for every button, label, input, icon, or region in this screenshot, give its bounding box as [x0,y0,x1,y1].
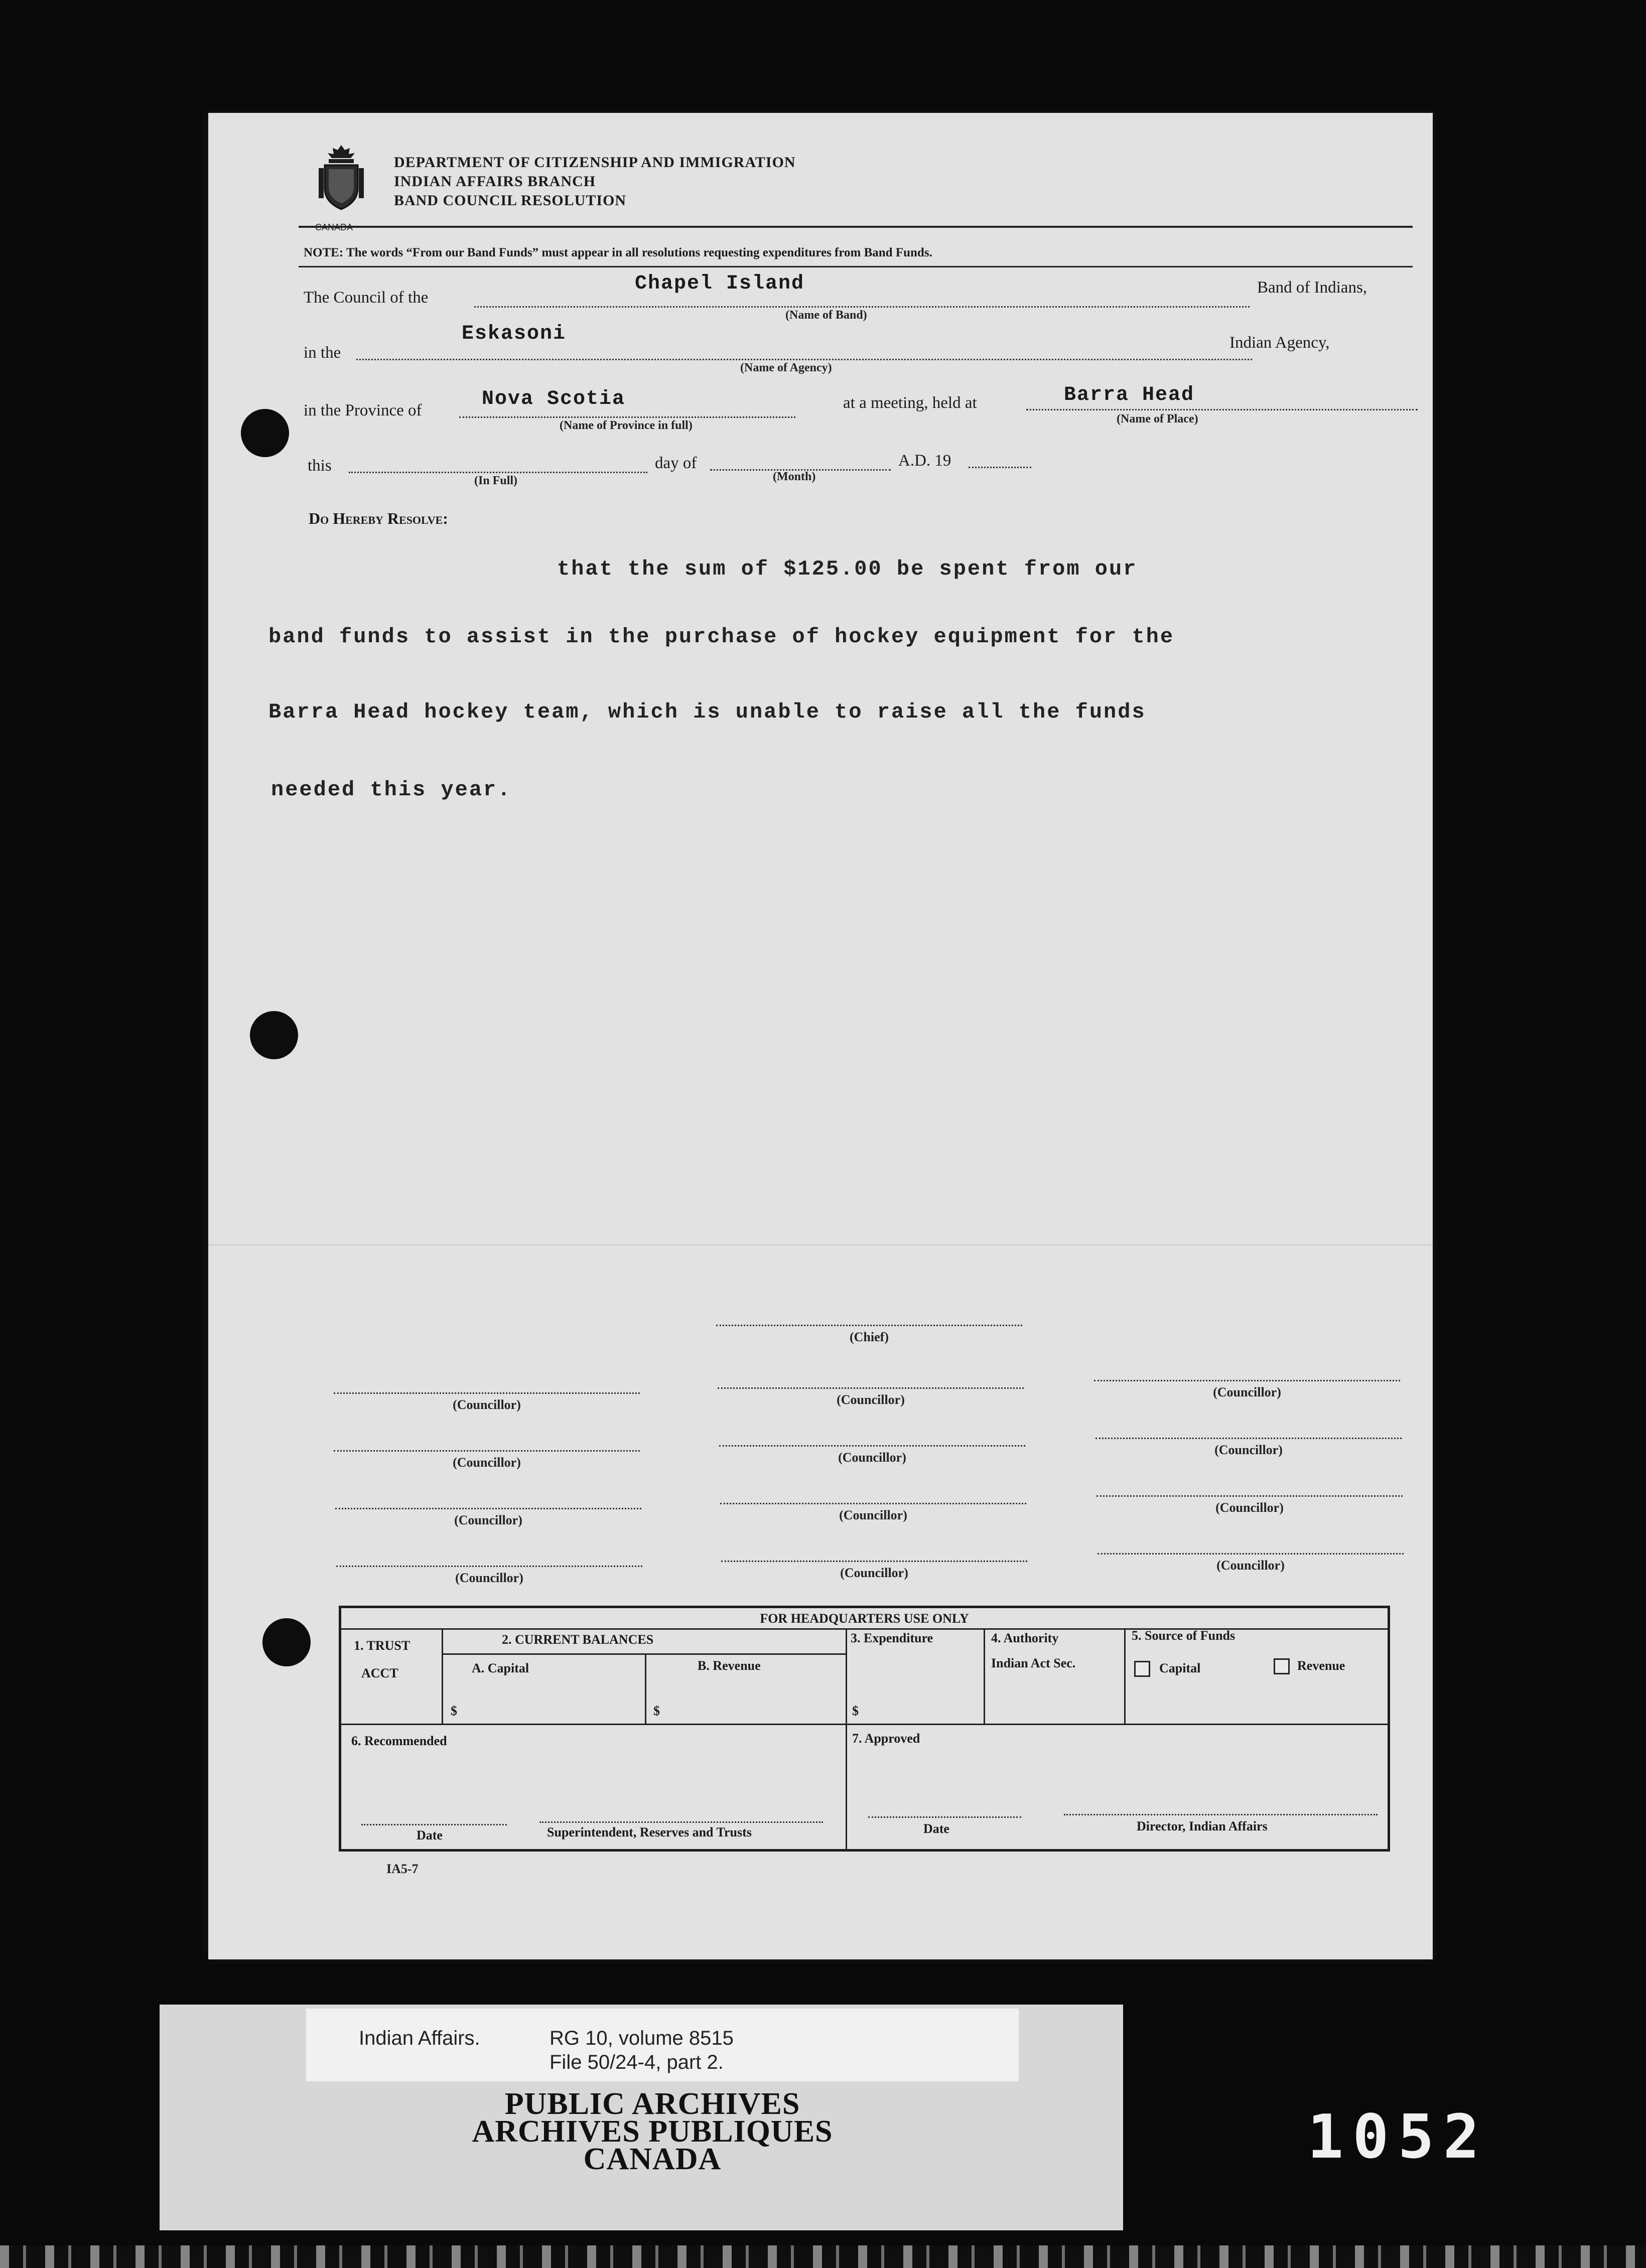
recommended-date-label: Date [417,1828,443,1842]
canada-crest-icon [314,143,369,213]
chief-caption: (Chief) [850,1330,889,1344]
councillor-signature-line [1094,1380,1400,1381]
acct-label: ACCT [361,1666,398,1680]
archive-name-en: PUBLIC ARCHIVES [504,2087,800,2121]
film-edge-strip [0,2245,1646,2268]
expenditure-dollar: $ [852,1704,859,1718]
agency-suffix: Indian Agency, [1229,334,1330,352]
councillor-caption: (Councillor) [453,1455,521,1470]
councillor-caption: (Councillor) [455,1571,523,1585]
header-rule [299,226,1413,228]
note-rule [299,266,1413,267]
hq-rule [341,1724,1388,1725]
hq-divider [1124,1628,1126,1724]
province-caption: (Name of Province in full) [560,419,693,432]
approved-date-line [868,1816,1021,1818]
councillor-caption: (Councillor) [1214,1443,1283,1457]
councillor-caption: (Councillor) [837,1392,905,1407]
archive-name-fr: ARCHIVES PUBLIQUES [472,2114,833,2149]
councillor-caption: (Councillor) [839,1508,907,1522]
councillor-caption: (Councillor) [838,1450,906,1465]
authority-label: 4. Authority [991,1631,1059,1645]
hq-divider [442,1628,443,1724]
place-value: Barra Head [1064,384,1195,406]
recommended-label: 6. Recommended [351,1734,447,1748]
councillor-signature-line [1098,1553,1404,1554]
capital-dollar: $ [451,1704,457,1718]
councillor-signature-line [1095,1438,1402,1439]
headquarters-use-box [339,1606,1390,1852]
indian-act-label: Indian Act Sec. [991,1656,1076,1670]
councillor-caption: (Councillor) [453,1397,521,1412]
councillor-signature-line [1096,1495,1403,1497]
infull-caption: (In Full) [474,474,518,487]
councillor-signature-line [334,1450,640,1452]
punch-hole [262,1618,311,1666]
place-field-line [1026,409,1418,410]
superintendent-line [539,1821,823,1823]
band-suffix: Band of Indians, [1257,278,1367,297]
councillor-signature-line [718,1387,1024,1389]
capital-checkbox-label: Capital [1159,1661,1201,1675]
capital-balance-label: A. Capital [472,1661,529,1675]
archive-country: CANADA [583,2142,722,2176]
council-label: The Council of the [304,289,429,307]
agency-name-value: Eskasoni [462,323,567,345]
hq-divider [645,1653,646,1724]
heading-line-2: INDIAN AFFAIRS BRANCH [394,173,596,190]
frame-number: 1052 [1307,2102,1488,2172]
councillor-signature-line [335,1508,641,1509]
province-label: in the Province of [304,401,422,419]
director-label: Director, Indian Affairs [1137,1819,1268,1833]
trust-label: 1. TRUST [354,1638,410,1653]
councillor-signature-line [334,1392,640,1394]
department-heading [394,153,796,210]
revenue-balance-label: B. Revenue [698,1658,761,1673]
this-label: this [308,457,332,475]
revenue-checkbox-label: Revenue [1297,1658,1345,1673]
province-field-line [459,416,795,418]
hq-rule [442,1653,846,1655]
resolution-line-1: that the sum of $125.00 be spent from our [557,557,1138,581]
source-funds-label: 5. Source of Funds [1132,1628,1236,1643]
archive-file: File 50/24-4, part 2. [550,2051,724,2073]
heading-line-3: BAND COUNCIL RESOLUTION [394,192,627,209]
councillor-signature-line [719,1445,1025,1447]
punch-hole [250,1011,298,1059]
month-caption: (Month) [773,470,816,483]
hq-divider [984,1628,985,1724]
councillor-signature-line [720,1503,1026,1504]
councillor-caption: (Councillor) [1215,1500,1284,1515]
province-value: Nova Scotia [482,388,626,410]
archive-fonds: Indian Affairs. [359,2027,480,2049]
councillor-signature-line [336,1566,642,1567]
band-name-value: Chapel Island [635,272,805,295]
superintendent-label: Superintendent, Reserves and Trusts [547,1825,752,1839]
archive-rg-volume: RG 10, volume 8515 [550,2027,734,2049]
approved-label: 7. Approved [852,1731,920,1746]
agency-field-line [356,359,1252,360]
councillor-caption: (Councillor) [454,1513,522,1527]
director-line [1064,1814,1378,1815]
agency-label: in the [304,344,341,362]
recommended-date-line [361,1824,507,1825]
revenue-dollar: $ [653,1704,660,1718]
councillor-signature-line [721,1561,1027,1562]
balances-label: 2. CURRENT BALANCES [502,1632,654,1647]
place-caption: (Name of Place) [1117,412,1198,426]
resolve-label: Do Hereby Resolve: [309,509,448,527]
resolution-line-4: needed this year. [271,778,512,802]
form-page [208,113,1433,1959]
capital-checkbox[interactable] [1134,1661,1150,1677]
expenditure-label: 3. Expenditure [851,1631,933,1645]
band-caption: (Name of Band) [785,309,867,322]
chief-signature-line [716,1325,1022,1326]
heading-line-1: DEPARTMENT OF CITIZENSHIP AND IMMIGRATION [394,154,796,171]
form-number: IA5-7 [386,1862,419,1876]
punch-hole [241,409,289,457]
note-text: NOTE: The words “From our Band Funds” must appear in all resolutions requesting expenditures from Band Funds. [304,246,932,259]
councillor-caption: (Councillor) [1213,1385,1281,1399]
band-field-line [474,306,1250,308]
hq-title: FOR HEADQUARTERS USE ONLY [760,1611,969,1626]
fold-line [208,1244,1433,1245]
meeting-label: at a meeting, held at [843,394,977,412]
ad-label: A.D. 19 [898,452,951,470]
agency-caption: (Name of Agency) [740,361,832,374]
hq-divider [846,1628,847,1852]
revenue-checkbox[interactable] [1274,1658,1290,1674]
councillor-caption: (Councillor) [1216,1558,1285,1573]
resolution-line-3: Barra Head hockey team, which is unable to raise all the funds [268,700,1146,724]
resolution-line-2: band funds to assist in the purchase of hockey equipment for the [268,625,1175,649]
dayof-label: day of [655,454,697,472]
year-field-line [969,467,1031,468]
approved-date-label: Date [923,1821,949,1836]
councillor-caption: (Councillor) [840,1566,908,1580]
day-field-line [349,472,647,473]
